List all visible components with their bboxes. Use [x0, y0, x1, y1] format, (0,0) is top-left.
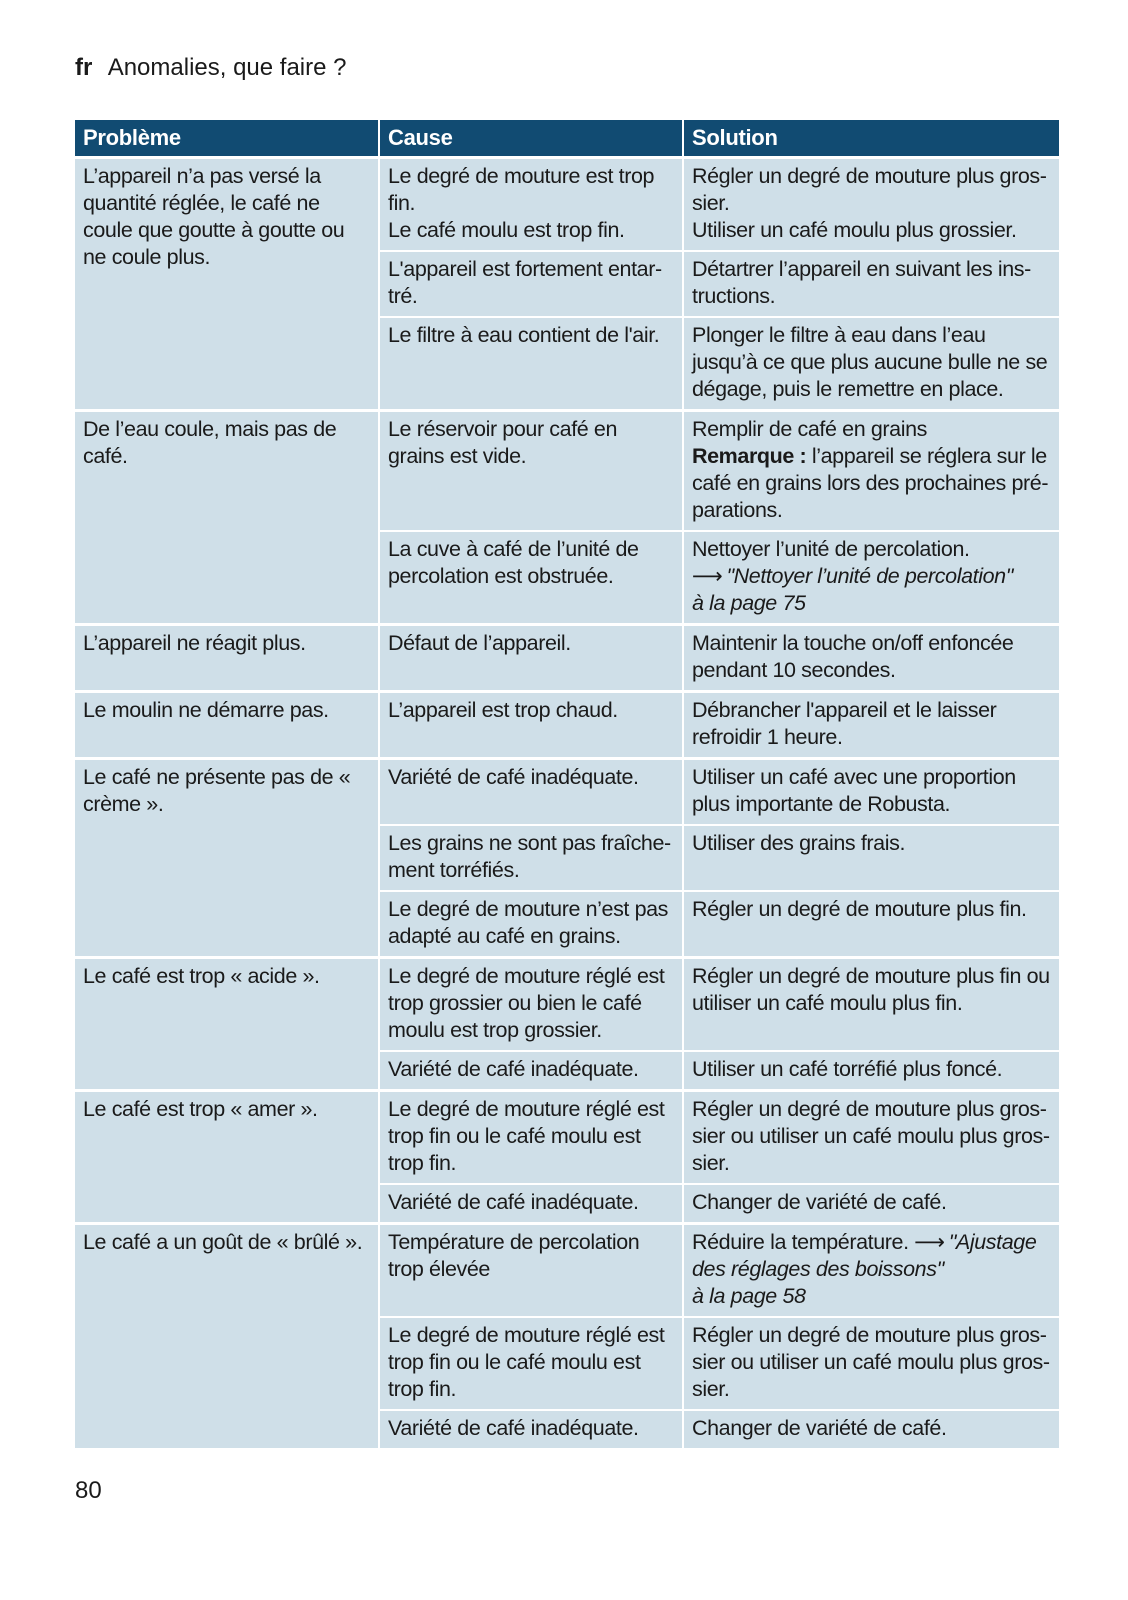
- header-problem: Problème: [75, 120, 379, 158]
- page-number: 80: [75, 1477, 102, 1504]
- problem-cell: L’appareil n’a pas versé la quantité réglée, le café ne coule que goutte à goutte ou ne coule plus.: [75, 158, 379, 411]
- cross-reference-page[interactable]: à la page 58: [692, 1284, 806, 1308]
- solution-cell: [683, 531, 1059, 625]
- cause-cell: [379, 251, 683, 317]
- solution-cell: [683, 759, 1059, 826]
- solution-text: Réduire la température.: [692, 1230, 909, 1254]
- cause-cell: [379, 625, 683, 692]
- cause-text: Le degré de mouture est trop fin.: [388, 164, 655, 215]
- solution-cell: [683, 1051, 1059, 1091]
- cause-text: Le degré de mouture n’est pas adapté au café en grains.: [388, 897, 669, 948]
- cause-text: Le degré de mouture réglé est trop grossier ou bien le café moulu est trop grossier.: [388, 964, 665, 1042]
- header-cause: Cause: [379, 120, 683, 158]
- cause-cell: [379, 411, 683, 532]
- solution-cell: [683, 1184, 1059, 1224]
- solution-text: Changer de variété de café.: [692, 1190, 947, 1214]
- arrow-right-icon: ⟶: [914, 1230, 945, 1254]
- solution-cell: [683, 625, 1059, 692]
- cause-cell: [379, 958, 683, 1052]
- problem-cell: Le moulin ne démarre pas.: [75, 692, 379, 759]
- solution-cell: [683, 958, 1059, 1052]
- problem-cell: L’appareil ne réagit plus.: [75, 625, 379, 692]
- solution-text: Plonger le filtre à eau dans l’eau jusqu’à ce que plus aucune bulle ne se dégage, puis le remettre en place.: [692, 323, 1048, 401]
- solution-cell: [683, 1091, 1059, 1185]
- cause-text: Température de percolation trop élevée: [388, 1230, 640, 1281]
- cause-text: Variété de café inadéquate.: [388, 765, 639, 789]
- arrow-right-icon: ⟶: [692, 564, 723, 588]
- cause-cell: [379, 1184, 683, 1224]
- solution-cell: [683, 825, 1059, 891]
- table-header-row: [75, 120, 1059, 158]
- problem-cell: Le café est trop « acide ».: [75, 958, 379, 1091]
- cause-cell: [379, 692, 683, 759]
- solution-text: Débrancher l'appareil et le laisser refroidir 1 heure.: [692, 698, 997, 749]
- cause-text: L'appareil est fortement entartré.: [388, 257, 663, 308]
- table-row: [75, 625, 1059, 692]
- cross-reference-page[interactable]: à la page 75: [692, 591, 806, 615]
- page-header: [75, 53, 347, 83]
- solution-text: Régler un degré de mouture plus grossier ou utiliser un café moulu plus grossier.: [692, 1323, 1051, 1401]
- cause-text: Défaut de l’appareil.: [388, 631, 571, 655]
- cause-text: La cuve à café de l’unité de percolation est obstruée.: [388, 537, 639, 588]
- solution-text: Régler un degré de mouture plus fin.: [692, 897, 1027, 921]
- table-row: [75, 1224, 1059, 1318]
- table-row: [75, 692, 1059, 759]
- cross-reference-link[interactable]: "Ajustage des réglages des boissons": [692, 1230, 1037, 1281]
- problem-cell: Le café a un goût de « brûlé ».: [75, 1224, 379, 1449]
- cause-cell: [379, 1410, 683, 1448]
- cause-text: Les grains ne sont pas fraîchement torréfiés.: [388, 831, 672, 882]
- table-row: [75, 411, 1059, 532]
- cause-text: Le réservoir pour café en grains est vide.: [388, 417, 618, 468]
- language-code: fr: [75, 54, 93, 81]
- note-text: l’appareil se réglera sur le café en grains lors des prochaines préparations.: [692, 444, 1049, 522]
- note: [692, 443, 1051, 524]
- table-row: [75, 158, 1059, 252]
- table-body: [75, 158, 1059, 1449]
- cause-cell: [379, 317, 683, 411]
- note-label: Remarque :: [692, 444, 807, 468]
- solution-text: Utiliser des grains frais.: [692, 831, 906, 855]
- table-row: [75, 958, 1059, 1052]
- solution-cell: [683, 317, 1059, 411]
- problem-cell: Le café ne présente pas de « crème ».: [75, 759, 379, 958]
- cause-cell: [379, 825, 683, 891]
- solution-cell: [683, 1224, 1059, 1318]
- cause-text: Le degré de mouture réglé est trop fin ou le café moulu est trop fin.: [388, 1097, 665, 1175]
- troubleshooting-table: [75, 120, 1059, 1448]
- cause-cell: [379, 1224, 683, 1318]
- cause-cell: [379, 158, 683, 252]
- solution-text: Utiliser un café avec une proportion plus importante de Robusta.: [692, 765, 1016, 816]
- solution-text: Utiliser un café torréfié plus foncé.: [692, 1057, 1003, 1081]
- section-title: Anomalies, que faire ?: [107, 54, 347, 81]
- cause-text: Variété de café inadéquate.: [388, 1416, 639, 1440]
- cause-text: Variété de café inadéquate.: [388, 1190, 639, 1214]
- cause-cell: [379, 531, 683, 625]
- cause-text: Le café moulu est trop fin.: [388, 218, 625, 242]
- cause-cell: [379, 1051, 683, 1091]
- solution-text: Détartrer l’appareil en suivant les instructions.: [692, 257, 1032, 308]
- cause-cell: [379, 1091, 683, 1185]
- solution-text: Régler un degré de mouture plus grossier.: [692, 164, 1047, 215]
- solution-cell: [683, 891, 1059, 958]
- header-solution: Solution: [683, 120, 1059, 158]
- solution-cell: [683, 692, 1059, 759]
- cause-text: L’appareil est trop chaud.: [388, 698, 618, 722]
- solution-text: Régler un degré de mouture plus fin ou utiliser un café moulu plus fin.: [692, 964, 1050, 1015]
- table-row: [75, 1091, 1059, 1185]
- table-row: [75, 759, 1059, 826]
- solution-text: Maintenir la touche on/off enfoncée pendant 10 secondes.: [692, 631, 1014, 682]
- solution-text: Remplir de café en grains: [692, 417, 927, 441]
- cause-cell: [379, 759, 683, 826]
- solution-text: Nettoyer l’unité de percolation.: [692, 537, 970, 561]
- solution-cell: [683, 411, 1059, 532]
- problem-cell: Le café est trop « amer ».: [75, 1091, 379, 1224]
- problem-cell: De l’eau coule, mais pas de café.: [75, 411, 379, 625]
- cause-cell: [379, 891, 683, 958]
- solution-cell: [683, 1317, 1059, 1410]
- cause-text: Le degré de mouture réglé est trop fin ou le café moulu est trop fin.: [388, 1323, 665, 1401]
- solution-text: Régler un degré de mouture plus grossier ou utiliser un café moulu plus grossier.: [692, 1097, 1051, 1175]
- solution-text: Changer de variété de café.: [692, 1416, 947, 1440]
- cross-reference-link[interactable]: "Nettoyer l’unité de percolation": [726, 564, 1013, 588]
- solution-cell: [683, 1410, 1059, 1448]
- solution-cell: [683, 158, 1059, 252]
- cause-text: Le filtre à eau contient de l'air.: [388, 323, 660, 347]
- cause-cell: [379, 1317, 683, 1410]
- solution-cell: [683, 251, 1059, 317]
- cause-text: Variété de café inadéquate.: [388, 1057, 639, 1081]
- solution-text: Utiliser un café moulu plus grossier.: [692, 218, 1017, 242]
